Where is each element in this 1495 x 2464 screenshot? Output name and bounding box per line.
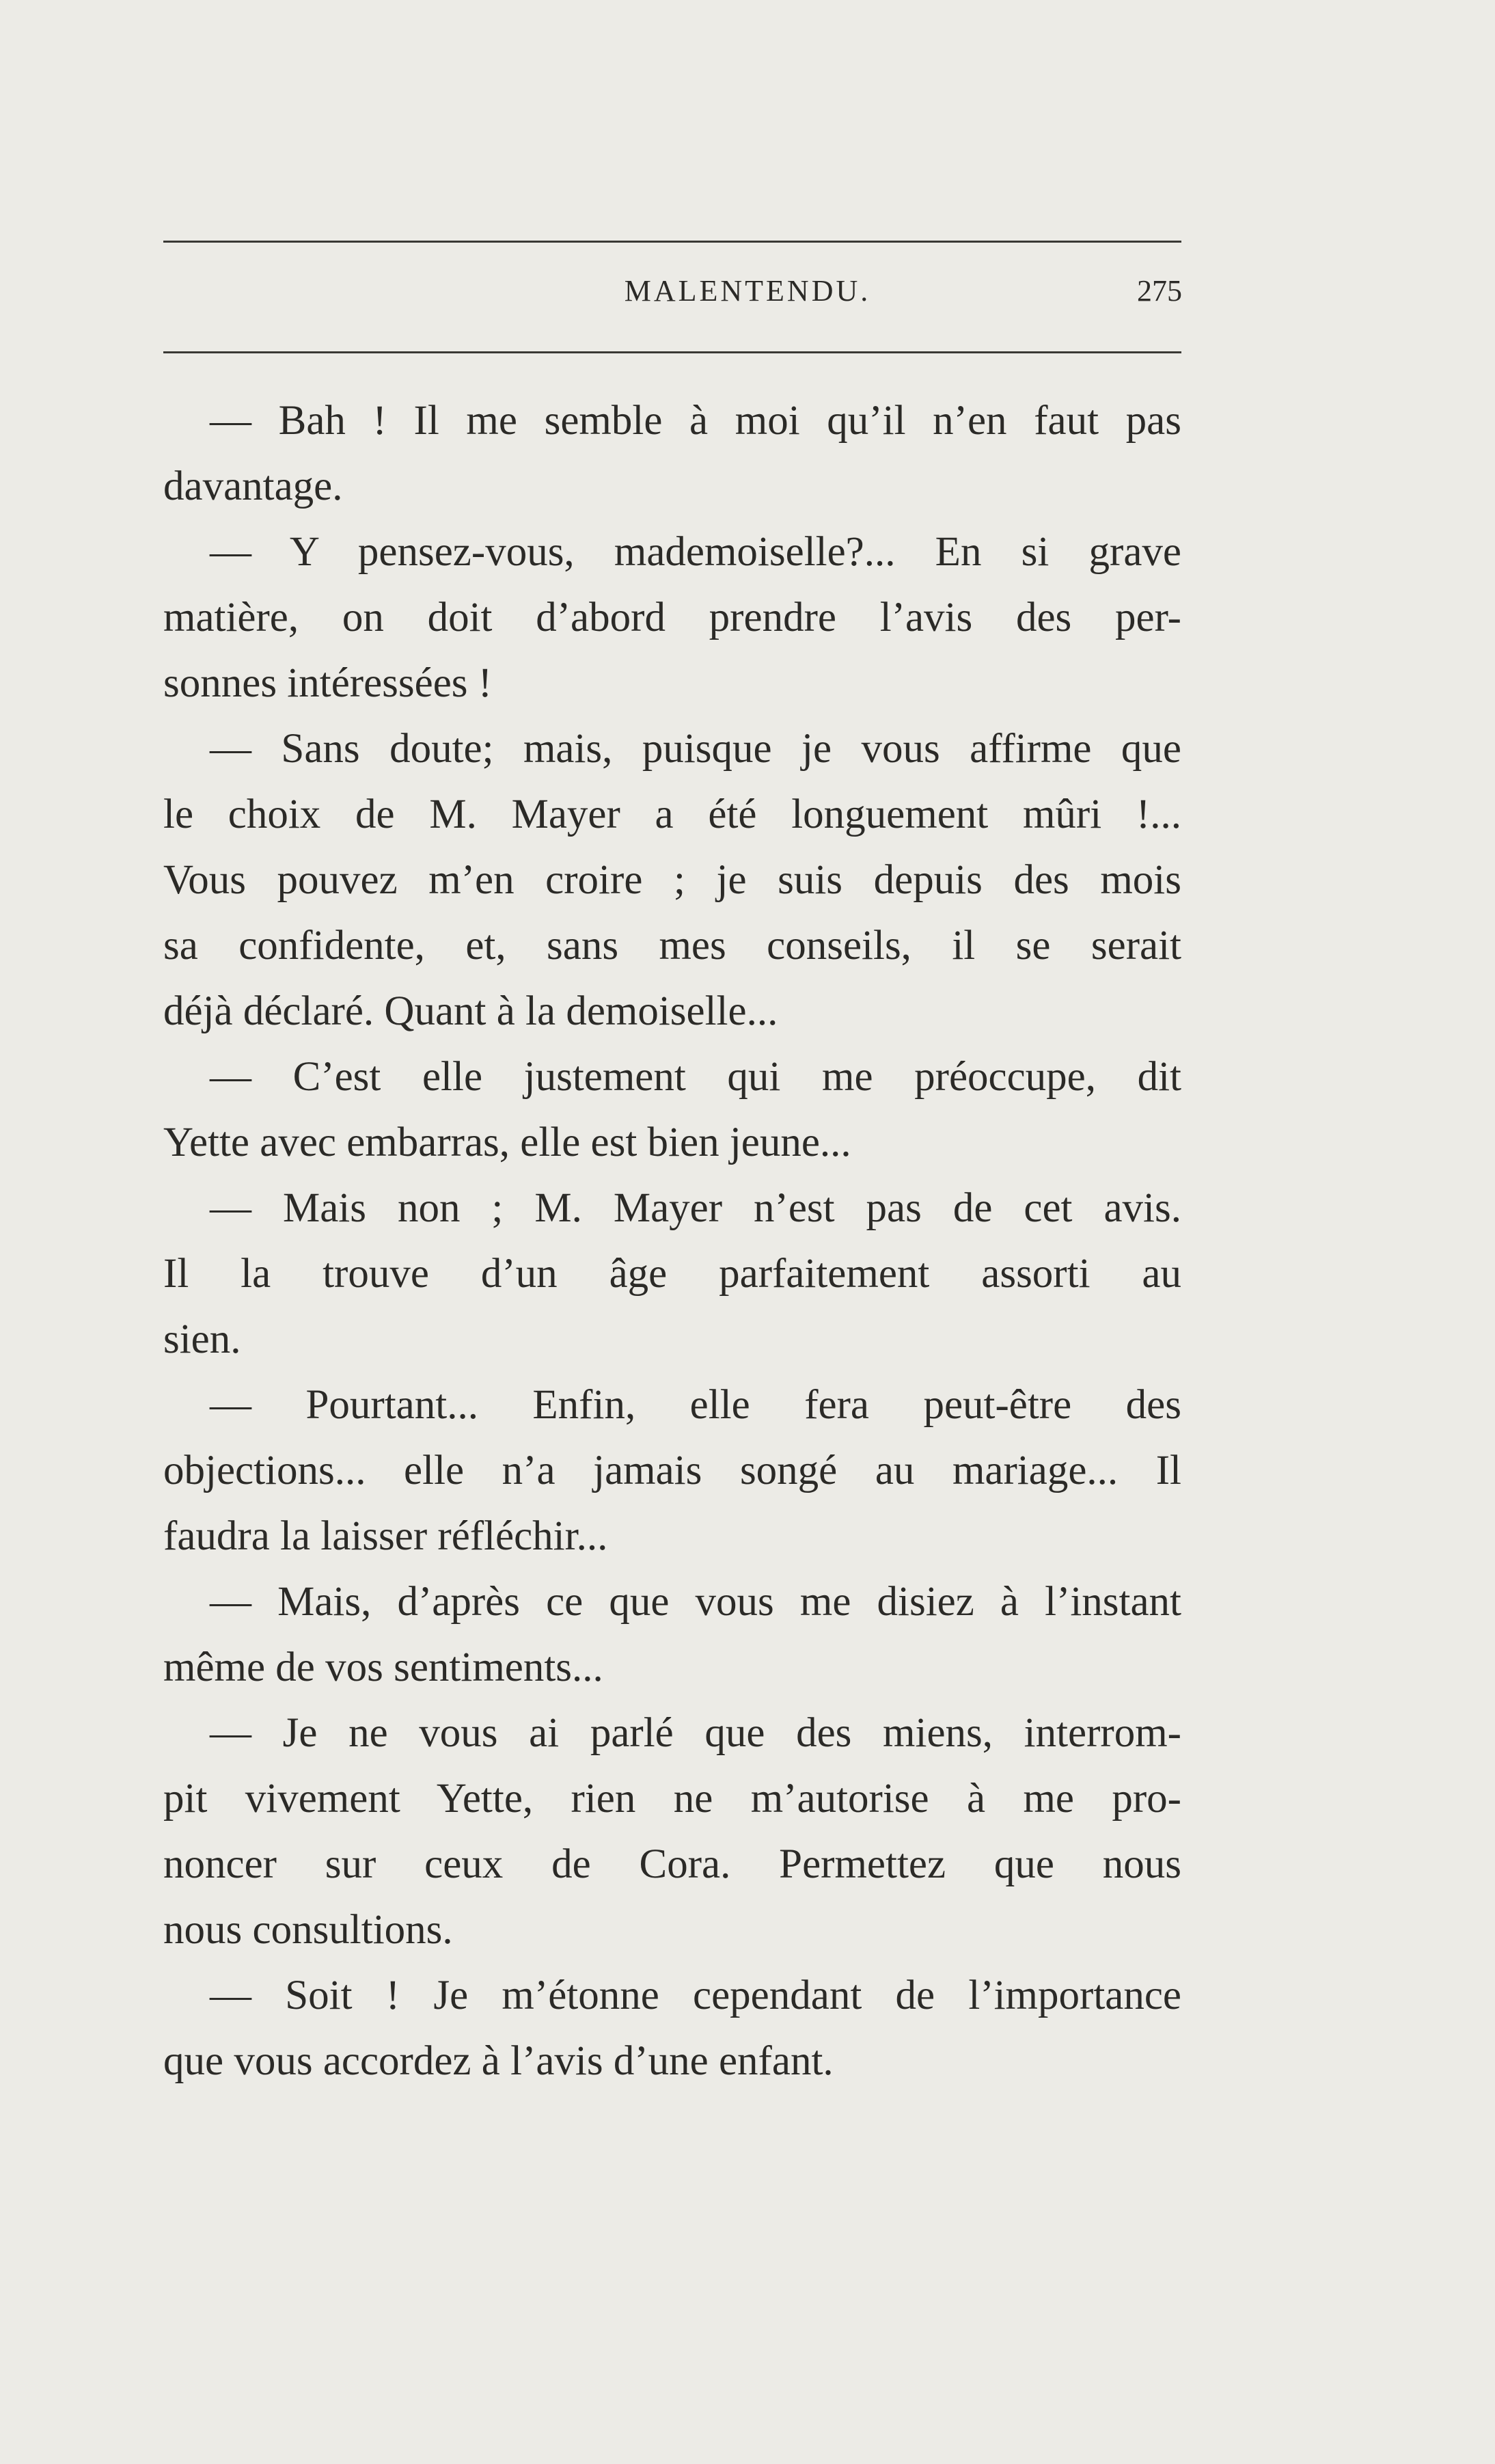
text-line: — Bah ! Il me semble à moi qu’il n’en faut pas [210, 398, 1181, 444]
text-line: déjà déclaré. Quant à la demoiselle... [163, 988, 778, 1034]
text-line: — C’est elle justement qui me préoccupe, dit [210, 1054, 1181, 1100]
text-line: même de vos sentiments... [163, 1644, 603, 1690]
text-line: matière, on doit d’abord prendre l’avis des per- [163, 595, 1181, 640]
text-line: — Je ne vous ai parlé que des miens, interrom- [210, 1710, 1181, 1756]
text-line: Yette avec embarras, elle est bien jeune... [163, 1120, 851, 1165]
text-line: sien. [163, 1316, 241, 1362]
page-number: 275 [1137, 274, 1182, 308]
text-line: Il la trouve d’un âge parfaitement assorti au [163, 1251, 1181, 1297]
text-line: — Soit ! Je m’étonne cependant de l’importance [210, 1973, 1181, 2018]
running-title: MALENTENDU. [624, 274, 871, 308]
text-line: — Y pensez-vous, mademoiselle?... En si grave [210, 529, 1181, 575]
text-line: — Mais non ; M. Mayer n’est pas de cet avis. [210, 1185, 1181, 1231]
text-line: Vous pouvez m’en croire ; je suis depuis des mois [163, 857, 1181, 903]
text-line: davantage. [163, 463, 343, 509]
text-line: noncer sur ceux de Cora. Permettez que nous [163, 1841, 1181, 1887]
text-line: sonnes intéressées ! [163, 660, 493, 706]
text-line: — Sans doute; mais, puisque je vous affirme que [210, 726, 1181, 772]
text-line: — Mais, d’après ce que vous me disiez à l’instant [210, 1579, 1181, 1625]
text-line: le choix de M. Mayer a été longuement mûri !... [163, 791, 1181, 837]
text-line: — Pourtant... Enfin, elle fera peut-être des [210, 1382, 1181, 1428]
header-rule-bottom [163, 351, 1181, 353]
text-line: que vous accordez à l’avis d’une enfant. [163, 2038, 834, 2084]
text-line: sa confidente, et, sans mes conseils, il se serait [163, 923, 1181, 969]
header-rule-top [163, 241, 1181, 243]
text-line: faudra la laisser réfléchir... [163, 1513, 608, 1559]
text-line: objections... elle n’a jamais songé au mariage... Il [163, 1448, 1181, 1493]
text-line: pit vivement Yette, rien ne m’autorise à me pro- [163, 1776, 1181, 1822]
text-line: nous consultions. [163, 1907, 453, 1953]
